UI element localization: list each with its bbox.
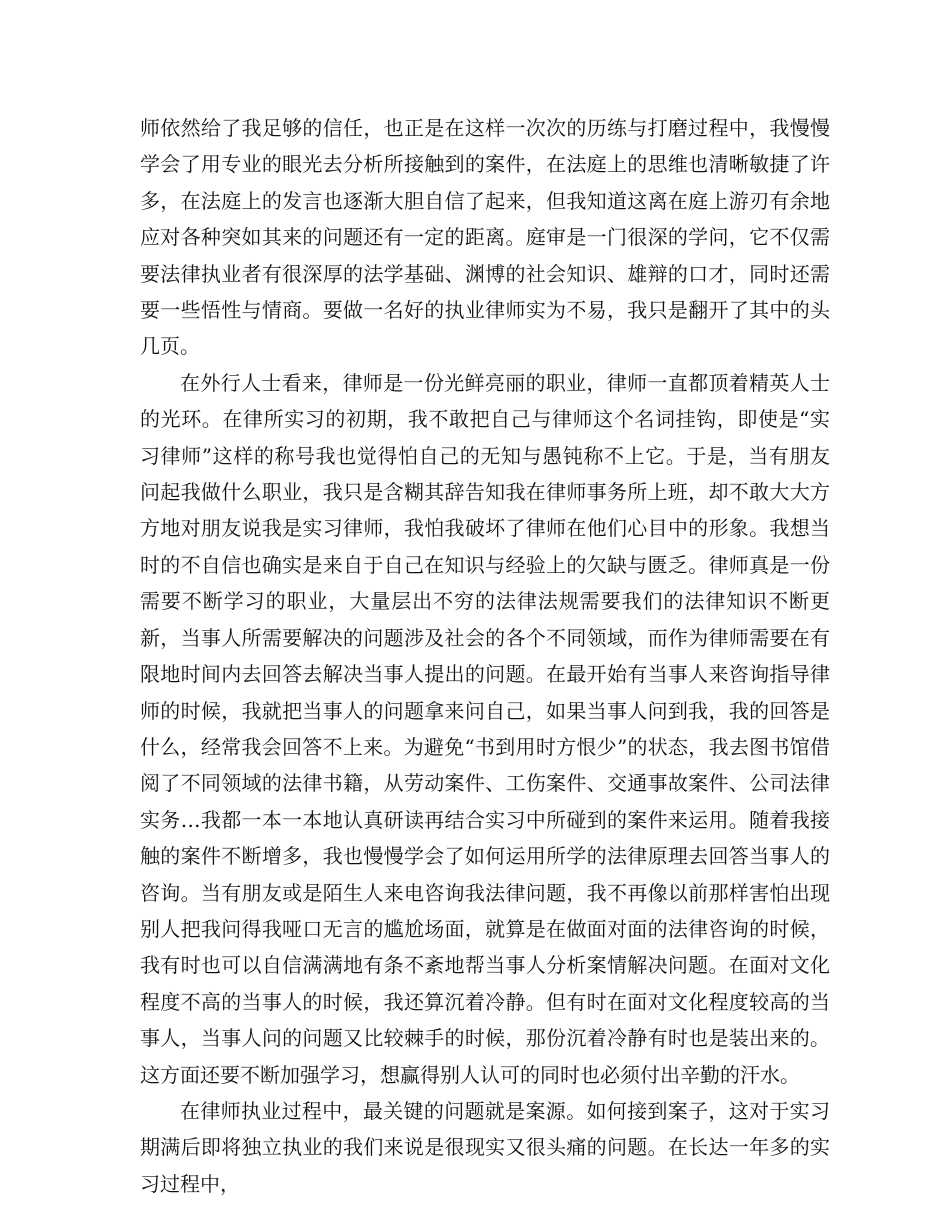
paragraph-1: 师依然给了我足够的信任，也正是在这样一次次的历练与打磨过程中，我慢慢学会了用专业的眼光去分析所接触到的案件，在法庭上的思维也清晰敏捷了许多，在法庭上的发言也逐渐大胆自信了起来，但我知道这离在庭上游刃有余地应对各种突如其来的问题还有一定的距离。庭审是一门很深的学问，它不仅需要法律执业者有很深厚的法学基础、渊博的社会知识、雄辩的口才，同时还需要一些悟性与情商。要做一名好的执业律师实为不易，我只是翻开了其中的头几页。 xyxy=(140,116,830,359)
paragraph-3: 在律师执业过程中，最关键的问题就是案源。如何接到案子，这对于实习期满后即将独立执业的我们来说是很现实又很头痛的问题。在长达一年多的实习过程中， xyxy=(140,1098,830,1196)
paragraph-2: 在外行人士看来，律师是一份光鲜亮丽的职业，律师一直都顶着精英人士的光环。在律所实习的初期，我不敢把自己与律师这个名词挂钩，即使是“实习律师”这样的称号我也觉得怕自己的无知与愚钝称不上它。于是，当有朋友问起我做什么职业，我只是含糊其辞告知我在律师事务所上班，却不敢大大方方地对朋友说我是实习律师，我怕我破坏了律师在他们心目中的形象。我想当时的不自信也确实是来自于自己在知识与经验上的欠缺与匮乏。律师真是一份需要不断学习的职业，大量层出不穷的法律法规需要我们的法律知识不断更新，当事人所需要解决的问题涉及社会的各个不同领域，而作为律师需要在有限地时间内去回答去解决当事人提出的问题。在最开始有当事人来咨询指导律师的时候，我就把当事人的问题拿来问自己，如果当事人问到我，我的回答是什么，经常我会回答不上来。为避免“书到用时方恨少”的状态，我去图书馆借阅了不同领域的法律书籍，从劳动案件、工伤案件、交通事故案件、公司法律实务…我都一本一本地认真研读再结合实习中所碰到的案件来运用。随着我接触的案件不断增多，我也慢慢学会了如何运用所学的法律原理去回答当事人的咨询。当有朋友或是陌生人来电咨询我法律问题，我不再像以前那样害怕出现别人把我问得我哑口无言的尴尬场面，就算是在做面对面的法律咨询的时候，我有时也可以自信满满地有条不紊地帮当事人分析案情解决问题。在面对文化程度不高的当事人的时候，我还算沉着冷静。但有时在面对文化程度较高的当事人，当事人问的问题又比较棘手的时候，那份沉着冷静有时也是装出来的。这方面还要不断加强学习，想赢得别人认可的同时也必须付出辛勤的汗水。 xyxy=(140,370,830,1087)
document-body xyxy=(140,110,830,1202)
